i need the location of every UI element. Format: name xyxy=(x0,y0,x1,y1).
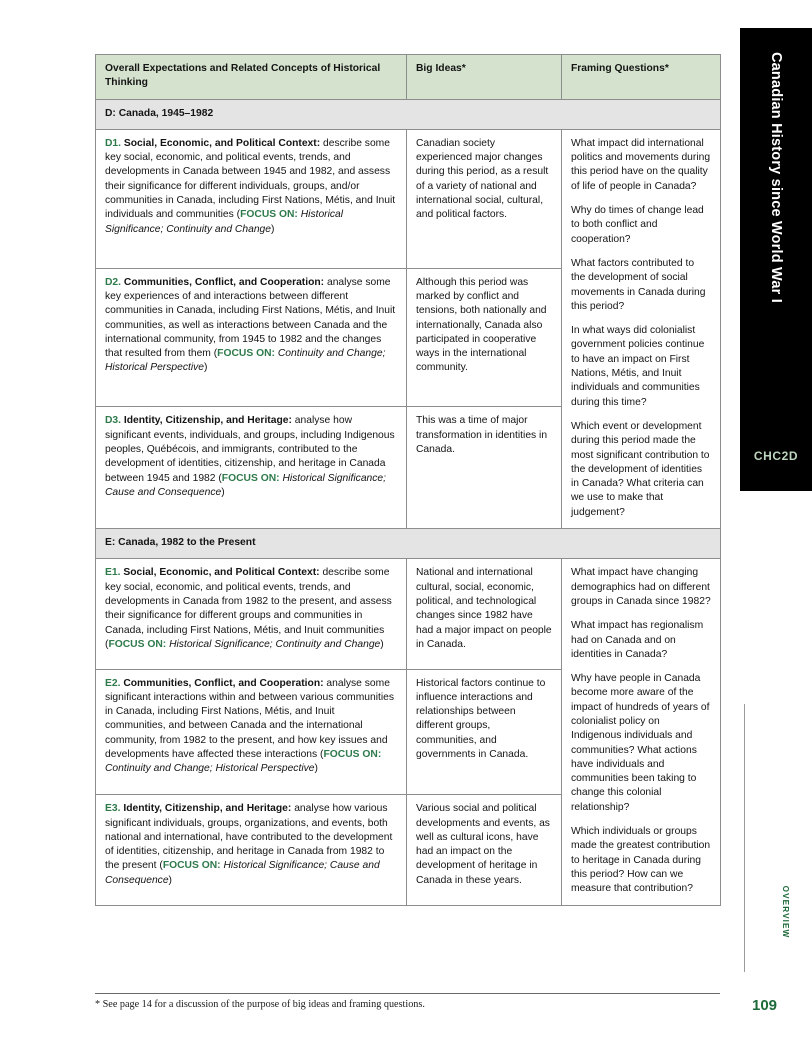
expectation-body: analyse how significant events, individuals, and groups, including Indigenous peoples, Québécois, and immigrants, contributed to the development of identities, citizenship, and heritage in Canada between 1945 and 1982 ( xyxy=(105,415,395,484)
expectation-code: D1. xyxy=(105,137,122,149)
framing-questions-cell xyxy=(562,559,721,905)
expectation-body: analyse how various significant individuals, groups, organizations, and events, both national and international, have contributed to the development of identities, citizenship, and heritage in Canada from 1982 to the present ( xyxy=(105,803,393,872)
expectation-cell xyxy=(96,129,407,268)
focus-on-label: FOCUS ON: xyxy=(108,638,167,650)
footnote-divider xyxy=(95,993,720,994)
footnote-text: * See page 14 for a discussion of the purpose of big ideas and framing questions. xyxy=(95,999,425,1010)
big-idea-cell: National and international cultural, social, economic, political, and technological changes since 1982 have had a major impact on people in Canada. xyxy=(407,559,562,669)
column-header-framing-questions: Framing Questions* xyxy=(562,55,721,100)
framing-question: Which individuals or groups made the greatest contribution to heritage in Canada during this period? How can we measure that contribution? xyxy=(571,826,711,895)
expectation-cell xyxy=(96,669,407,795)
focus-close-paren: ) xyxy=(221,486,225,498)
table-body xyxy=(96,99,721,905)
focus-on-concepts: Continuity and Change; Historical Perspective xyxy=(105,763,315,775)
expectation-code: D2. xyxy=(105,276,122,288)
course-side-tab xyxy=(740,28,812,491)
margin-rule xyxy=(744,704,745,972)
overview-section-label: OVERVIEW xyxy=(781,885,790,939)
page-number: 109 xyxy=(752,997,778,1014)
focus-on-concepts: Historical Significance; Continuity and Change xyxy=(166,638,381,650)
focus-on-label: FOCUS ON: xyxy=(323,749,382,761)
big-idea-cell: Various social and political developments and events, as well as cultural icons, have had an impact on the development of heritage in Canada in these years. xyxy=(407,795,562,905)
big-idea-cell: Although this period was marked by conflict and tensions, both nationally and internationally, Canada also participated in cooperative ways in the international community. xyxy=(407,268,562,407)
focus-on-label: FOCUS ON: xyxy=(221,472,280,484)
section-band-label: E: Canada, 1982 to the Present xyxy=(96,529,721,559)
framing-questions-cell xyxy=(562,129,721,528)
framing-question: In what ways did colonialist government policies continue to have an impact on First Nations, Métis, and Inuit individuals and communities during this time? xyxy=(571,325,705,408)
column-header-expectations: Overall Expectations and Related Concepts of Historical Thinking xyxy=(96,55,407,100)
expectation-code: E1. xyxy=(105,567,121,579)
table-header-row xyxy=(96,55,721,100)
section-band-row xyxy=(96,99,721,129)
expectation-strand: Social, Economic, and Political Context: xyxy=(120,567,320,579)
focus-on-label: FOCUS ON: xyxy=(162,860,221,872)
section-band-row xyxy=(96,529,721,559)
focus-on-concepts: Historical Significance; Cause and Consequence xyxy=(105,472,387,498)
table-header xyxy=(96,55,721,100)
expectation-strand: Social, Economic, and Political Context: xyxy=(121,137,321,149)
expectation-strand: Communities, Conflict, and Cooperation: xyxy=(120,677,324,689)
focus-close-paren: ) xyxy=(271,223,275,235)
focus-close-paren: ) xyxy=(380,638,384,650)
focus-on-label: FOCUS ON: xyxy=(240,209,298,221)
table-row xyxy=(96,559,721,669)
framing-question: Why have people in Canada become more aware of the impact of hundreds of years of colonialist policy on Indigenous individuals and communities? What actions have individuals and communities been taking to change this colonial relationship? xyxy=(571,673,710,813)
course-title: Canadian History since World War I xyxy=(768,52,784,303)
expectation-strand: Communities, Conflict, and Cooperation: xyxy=(121,276,325,288)
expectation-code: E2. xyxy=(105,677,121,689)
framing-question: What factors contributed to the development of social movements in Canada during this period? xyxy=(571,257,706,312)
course-code: CHC2D xyxy=(753,449,799,463)
expectation-cell xyxy=(96,795,407,905)
expectation-body: analyse some key experiences of and interactions between different communities in Canada, including First Nations, Métis, and Inuit communities, as well as interactions between Canada and the international community, from 1945 to 1982 and the changes that resulted from them ( xyxy=(105,276,396,360)
column-header-big-ideas: Big Ideas* xyxy=(407,55,562,100)
focus-close-paren: ) xyxy=(204,362,208,374)
framing-question: What impact have changing demographics had on different groups in Canada since 1982? xyxy=(571,567,711,607)
framing-question: What impact has regionalism had on Canada and on identities in Canada? xyxy=(571,620,704,660)
expectation-strand: Identity, Citizenship, and Heritage: xyxy=(121,415,292,427)
framing-question: Why do times of change lead to both conflict and cooperation? xyxy=(571,205,704,245)
expectation-cell xyxy=(96,407,407,529)
focus-on-label: FOCUS ON: xyxy=(217,348,275,360)
big-idea-cell: This was a time of major transformation in identities in Canada. xyxy=(407,407,562,529)
big-idea-cell: Historical factors continue to influence interactions and relationships between different groups, communities, and governments in Canada. xyxy=(407,669,562,795)
expectation-body: analyse some significant interactions within and between various communities in Canada, including First Nations, Métis, and Inuit communities, and between Canada and the international community, from 1982 to the present, and how key issues and developments have affected these interactions ( xyxy=(105,677,395,761)
expectation-cell xyxy=(96,268,407,407)
expectation-code: D3. xyxy=(105,415,122,427)
big-idea-cell: Canadian society experienced major changes during this period, as a result of a variety of national and international social, cultural, and political factors. xyxy=(407,129,562,268)
expectation-code: E3. xyxy=(105,803,121,815)
expectation-cell xyxy=(96,559,407,669)
expectation-body: describe some key social, economic, and political events, trends, and developments in Canada between 1945 and 1982, and assess their significance for different individuals, groups, and/or communities in Canada, including First Nations, Métis, and Inuit individuals and communities ( xyxy=(105,137,396,221)
expectation-strand: Identity, Citizenship, and Heritage: xyxy=(120,803,292,815)
focus-on-concepts: Historical Significance; Continuity and Change xyxy=(105,209,344,235)
framing-question: What impact did international politics and movements during this period have on the quality of life of people in Canada? xyxy=(571,137,711,192)
focus-on-concepts: Continuity and Change; Historical Perspective xyxy=(105,348,386,374)
curriculum-overview-table xyxy=(95,54,721,906)
section-band-label: D: Canada, 1945–1982 xyxy=(96,99,721,129)
table-row xyxy=(96,129,721,268)
expectation-body: describe some key social, economic, and political events, trends, and developments in Canada from 1982 to the present, and assess their significance for different groups and communities in Canada, including First Nations, Métis, and Inuit communities ( xyxy=(105,567,392,650)
focus-close-paren: ) xyxy=(168,874,172,886)
framing-question: Which event or development during this period made the most significant contribution to the development of identities in Canada? What criteria can we use to make that judgement? xyxy=(571,420,710,518)
focus-on-concepts: Historical Significance; Cause and Consequence xyxy=(105,860,380,886)
focus-close-paren: ) xyxy=(314,763,318,775)
